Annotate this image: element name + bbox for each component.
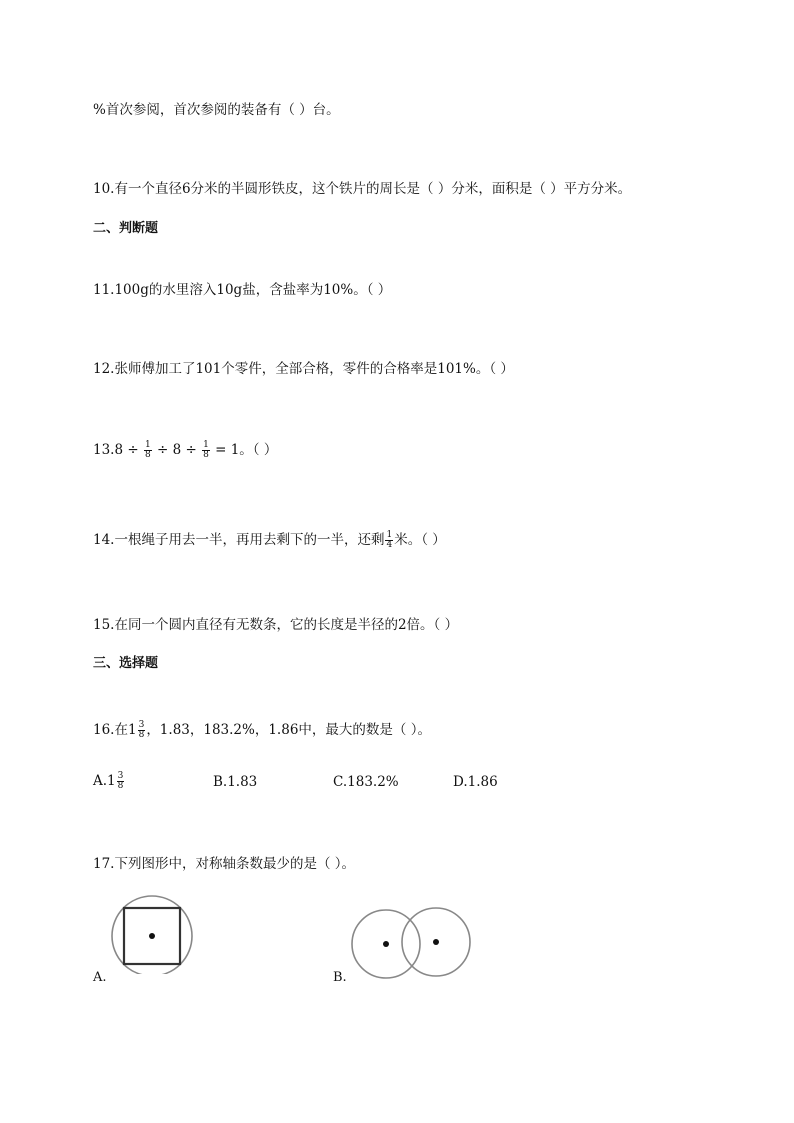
- q14-suffix: 米。（ ）: [394, 532, 446, 548]
- fraction-numerator: 3: [117, 771, 124, 781]
- q16-option-d[interactable]: D.1.86: [453, 774, 498, 790]
- fraction-denominator: 4: [386, 540, 393, 550]
- q13-fraction-2: [202, 441, 210, 460]
- option-letter: A.: [93, 773, 108, 789]
- question-9-continuation: %首次参阅，首次参阅的装备有（ ）台。: [93, 102, 340, 118]
- section-heading-true-false: 二、判断题: [93, 221, 159, 236]
- q13-suffix: = 1。（ ）: [210, 442, 278, 458]
- fraction-denominator: 8: [144, 450, 151, 460]
- q16-prefix: 16.在: [93, 722, 128, 738]
- fraction-denominator: 8: [138, 730, 145, 740]
- q16-option-c[interactable]: C.183.2%: [333, 774, 399, 790]
- q13-fraction-1: [144, 441, 152, 460]
- left-center-dot: [383, 941, 389, 947]
- figure-square-in-circle[interactable]: [108, 894, 198, 974]
- question-11: 11.100g的水里溶入10g盐，含盐率为10%。（ ）: [93, 282, 392, 298]
- question-15: 15.在同一个圆内直径有无数条，它的长度是半径的2倍。（ ）: [93, 617, 459, 633]
- q16-option-a[interactable]: [93, 771, 125, 791]
- section-heading-multiple-choice: 三、选择题: [93, 656, 159, 671]
- q13-prefix: 13.8 ÷: [93, 442, 143, 458]
- q16-fraction: [138, 721, 146, 740]
- q17-option-b-label[interactable]: B.: [333, 970, 347, 985]
- question-10: 10.有一个直径6分米的半圆形铁皮，这个铁片的周长是（ ）分米，面积是（ ）平方分米。: [93, 181, 632, 197]
- question-14: [93, 530, 446, 550]
- q16-mixed-whole: 1: [127, 722, 137, 738]
- q14-prefix: 14.一根绳子用去一半，再用去剩下的一半，还剩: [93, 532, 385, 548]
- fraction-denominator: 8: [117, 781, 124, 791]
- q16-suffix: ，1.83，183.2%，1.86中，最大的数是（ ）。: [146, 722, 431, 738]
- fraction-denominator: 8: [203, 450, 209, 460]
- fraction-numerator: 1: [144, 440, 151, 450]
- q14-fraction: [385, 531, 393, 550]
- option-fraction: [117, 772, 125, 791]
- q13-middle: ÷ 8 ÷: [152, 442, 202, 458]
- center-dot: [149, 933, 155, 939]
- question-13: [93, 440, 277, 460]
- question-12: 12.张师傅加工了101个零件，全部合格，零件的合格率是101%。（ ）: [93, 361, 514, 377]
- fraction-numerator: 3: [138, 720, 145, 730]
- figure-two-overlapping-circles[interactable]: [348, 905, 474, 983]
- fraction-numerator: 1: [386, 530, 393, 540]
- question-17: 17.下列图形中，对称轴条数最少的是（ ）。: [93, 856, 356, 872]
- right-center-dot: [433, 939, 439, 945]
- q17-option-a-label[interactable]: A.: [93, 970, 107, 985]
- option-whole: 1: [107, 773, 116, 789]
- fraction-numerator: 1: [203, 440, 209, 450]
- question-16: [93, 720, 431, 740]
- q16-option-b[interactable]: B.1.83: [213, 774, 258, 790]
